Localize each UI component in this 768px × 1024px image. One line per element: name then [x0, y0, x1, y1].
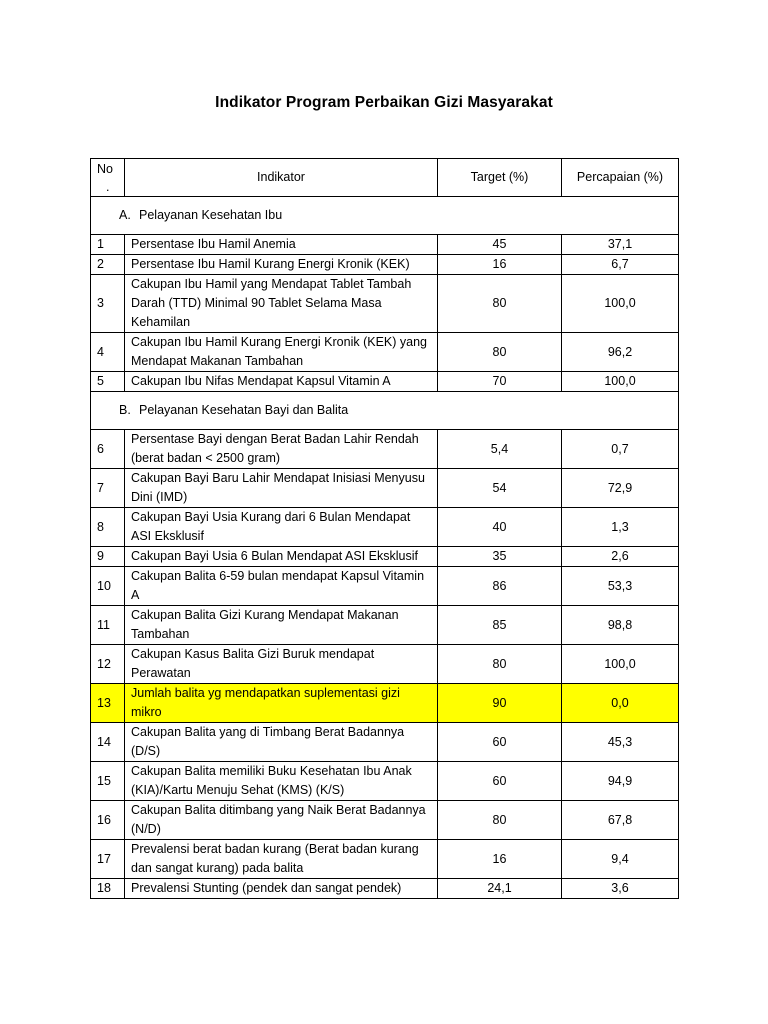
- table-row: [91, 645, 679, 684]
- table-row: [91, 235, 679, 255]
- row-indikator: Cakupan Balita Gizi Kurang Mendapat Makanan Tambahan: [125, 606, 438, 645]
- row-indikator: Cakupan Bayi Baru Lahir Mendapat Inisiasi Menyusu Dini (IMD): [125, 469, 438, 508]
- header-percapaian: Percapaian (%): [562, 159, 679, 197]
- row-target: 70: [438, 372, 562, 392]
- section-row: [91, 197, 679, 235]
- row-indikator: Persentase Ibu Hamil Anemia: [125, 235, 438, 255]
- table-row: [91, 801, 679, 840]
- row-percapaian: 100,0: [562, 372, 679, 392]
- row-percapaian: 100,0: [562, 645, 679, 684]
- row-number: 1: [91, 235, 125, 255]
- row-number: 8: [91, 508, 125, 547]
- row-indikator: Cakupan Ibu Hamil Kurang Energi Kronik (KEK) yang Mendapat Makanan Tambahan: [125, 333, 438, 372]
- row-indikator: Persentase Bayi dengan Berat Badan Lahir Rendah (berat badan < 2500 gram): [125, 430, 438, 469]
- row-percapaian: 3,6: [562, 879, 679, 899]
- table-row: [91, 372, 679, 392]
- table-row: [91, 567, 679, 606]
- row-indikator: Cakupan Balita memiliki Buku Kesehatan Ibu Anak (KIA)/Kartu Menuju Sehat (KMS) (K/S): [125, 762, 438, 801]
- row-number: 15: [91, 762, 125, 801]
- row-target: 60: [438, 762, 562, 801]
- row-indikator: Cakupan Ibu Hamil yang Mendapat Tablet Tambah Darah (TTD) Minimal 90 Tablet Selama Masa Kehamilan: [125, 275, 438, 333]
- section-letter: B.: [119, 403, 131, 417]
- row-percapaian: 37,1: [562, 235, 679, 255]
- table-row-highlighted: [91, 684, 679, 723]
- row-indikator: Cakupan Balita 6-59 bulan mendapat Kapsul Vitamin A: [125, 567, 438, 606]
- table-row: [91, 255, 679, 275]
- header-no-label: No: [97, 162, 113, 176]
- row-percapaian: 6,7: [562, 255, 679, 275]
- row-percapaian: 94,9: [562, 762, 679, 801]
- page-title: Indikator Program Perbaikan Gizi Masyarakat: [215, 94, 553, 111]
- row-indikator: Cakupan Bayi Usia Kurang dari 6 Bulan Mendapat ASI Eksklusif: [125, 508, 438, 547]
- section-letter: A.: [119, 208, 131, 222]
- section-title: [97, 401, 672, 420]
- table-row: [91, 508, 679, 547]
- row-number: 9: [91, 547, 125, 567]
- row-target: 24,1: [438, 879, 562, 899]
- row-indikator: Jumlah balita yg mendapatkan suplementasi gizi mikro: [125, 684, 438, 723]
- row-percapaian: 45,3: [562, 723, 679, 762]
- section-title: [97, 206, 672, 225]
- header-indikator: Indikator: [125, 159, 438, 197]
- table-row: [91, 430, 679, 469]
- row-number: 3: [91, 275, 125, 333]
- row-target: 35: [438, 547, 562, 567]
- table-row: [91, 723, 679, 762]
- row-percapaian: 100,0: [562, 275, 679, 333]
- table-body: [91, 197, 679, 899]
- section-row: [91, 392, 679, 430]
- indicator-table: [90, 158, 679, 899]
- header-target: Target (%): [438, 159, 562, 197]
- row-number: 7: [91, 469, 125, 508]
- row-indikator: Cakupan Balita ditimbang yang Naik Berat Badannya (N/D): [125, 801, 438, 840]
- row-percapaian: 67,8: [562, 801, 679, 840]
- row-indikator: Cakupan Bayi Usia 6 Bulan Mendapat ASI Eksklusif: [125, 547, 438, 567]
- table-row: [91, 547, 679, 567]
- table-header-row: [91, 159, 679, 197]
- row-target: 16: [438, 255, 562, 275]
- header-no: [91, 159, 125, 197]
- row-target: 80: [438, 801, 562, 840]
- table-row: [91, 469, 679, 508]
- row-number: 6: [91, 430, 125, 469]
- row-number: 12: [91, 645, 125, 684]
- row-number: 11: [91, 606, 125, 645]
- section-title-text: Pelayanan Kesehatan Ibu: [139, 208, 283, 222]
- row-percapaian: 0,7: [562, 430, 679, 469]
- row-target: 85: [438, 606, 562, 645]
- row-target: 80: [438, 275, 562, 333]
- row-percapaian: 0,0: [562, 684, 679, 723]
- row-percapaian: 98,8: [562, 606, 679, 645]
- row-indikator: Prevalensi berat badan kurang (Berat badan kurang dan sangat kurang) pada balita: [125, 840, 438, 879]
- row-percapaian: 9,4: [562, 840, 679, 879]
- row-number: 14: [91, 723, 125, 762]
- row-target: 45: [438, 235, 562, 255]
- section-cell: [91, 197, 679, 235]
- row-target: 16: [438, 840, 562, 879]
- row-percapaian: 1,3: [562, 508, 679, 547]
- row-indikator: Prevalensi Stunting (pendek dan sangat pendek): [125, 879, 438, 899]
- row-number: 2: [91, 255, 125, 275]
- row-number: 13: [91, 684, 125, 723]
- row-target: 54: [438, 469, 562, 508]
- table-row: [91, 333, 679, 372]
- table-row: [91, 275, 679, 333]
- row-indikator: Cakupan Ibu Nifas Mendapat Kapsul Vitamin A: [125, 372, 438, 392]
- row-percapaian: 72,9: [562, 469, 679, 508]
- row-indikator: Persentase Ibu Hamil Kurang Energi Kronik (KEK): [125, 255, 438, 275]
- row-percapaian: 2,6: [562, 547, 679, 567]
- row-target: 80: [438, 333, 562, 372]
- row-target: 60: [438, 723, 562, 762]
- row-number: 5: [91, 372, 125, 392]
- row-indikator: Cakupan Balita yang di Timbang Berat Badannya (D/S): [125, 723, 438, 762]
- row-number: 16: [91, 801, 125, 840]
- row-target: 86: [438, 567, 562, 606]
- row-number: 10: [91, 567, 125, 606]
- section-title-text: Pelayanan Kesehatan Bayi dan Balita: [139, 403, 349, 417]
- row-percapaian: 53,3: [562, 567, 679, 606]
- row-target: 80: [438, 645, 562, 684]
- row-percapaian: 96,2: [562, 333, 679, 372]
- row-indikator: Cakupan Kasus Balita Gizi Buruk mendapat Perawatan: [125, 645, 438, 684]
- row-number: 18: [91, 879, 125, 899]
- section-cell: [91, 392, 679, 430]
- row-number: 4: [91, 333, 125, 372]
- table-row: [91, 762, 679, 801]
- table-row: [91, 840, 679, 879]
- row-target: 40: [438, 508, 562, 547]
- row-target: 90: [438, 684, 562, 723]
- table-row: [91, 606, 679, 645]
- row-target: 5,4: [438, 430, 562, 469]
- header-no-dot: .: [106, 180, 110, 194]
- table-row: [91, 879, 679, 899]
- row-number: 17: [91, 840, 125, 879]
